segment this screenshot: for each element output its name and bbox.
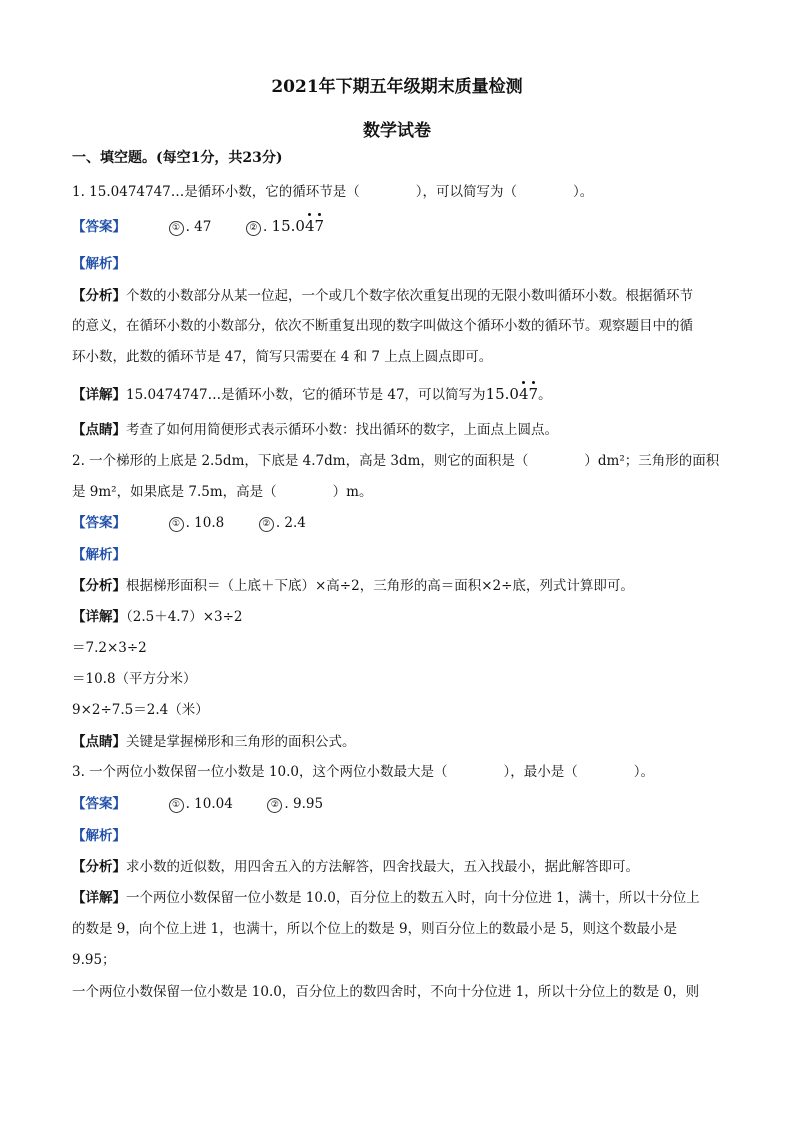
- analysis-label: 【解析】: [72, 547, 126, 563]
- detail-line: 【详解】一个两位小数保留一位小数是 10.0，百分位上的数五入时，向十分位进 1，满十，所以十分位上: [72, 890, 700, 906]
- fenxi-line: 【分析】求小数的近似数，用四舍五入的方法解答，四舍找最大，五入找最小，据此解答即可。: [72, 859, 639, 875]
- detail-line: 一个两位小数保留一位小数是 10.0，百分位上的数四舍时，不向十分位进 1，所以十分位上的数是 0，则: [72, 984, 700, 1000]
- answer-option-1: ① . 10.8: [169, 513, 225, 533]
- detail-line: 的数是 9，向个位上进 1，也满十，所以个位上的数是 9，则百分位上的数最小是 5，则这个数最小是: [72, 921, 678, 937]
- answer-row-2: [72, 513, 306, 533]
- repeating-decimal: 15.047: [485, 385, 539, 403]
- repeating-decimal: 15.047: [271, 217, 325, 235]
- answer-option-1: ① . 47: [169, 217, 212, 237]
- answer-option-2: ② . 2.4: [259, 513, 306, 533]
- detail-line: 9.95；: [72, 952, 116, 968]
- answer-option-1: ① . 10.04: [169, 794, 233, 814]
- question-2-cont: 是 9m²，如果底是 7.5m，高是（ ）m。: [72, 484, 373, 500]
- fenxi-line: 环小数，此数的循环节是 47，简写只需要在 4 和 7 上点上圆点即可。: [72, 349, 493, 365]
- fenxi-line: 【分析】个数的小数部分从某一位起，一个或几个数字依次重复出现的无限小数叫循环小数。根据循环节: [72, 288, 693, 304]
- detail-line: 【详解】（2.5＋4.7）×3÷2: [72, 609, 243, 625]
- answer-option-2: ② . 15.047: [246, 216, 324, 237]
- detail-line: 9×2÷7.5＝2.4（米）: [72, 702, 209, 718]
- question-2: 2. 一个梯形的上底是 2.5dm，下底是 4.7dm，高是 3dm，则它的面积是（ ）dm²；三角形的面积: [72, 453, 720, 469]
- answer-label: 【答案】: [72, 515, 126, 531]
- question-1: 1. 15.0474747…是循环小数，它的循环节是（ ），可以简写为（ ）。: [72, 184, 594, 200]
- analysis-label: 【解析】: [72, 256, 126, 272]
- document-title: 2021年下期五年级期末质量检测: [271, 77, 523, 97]
- answer-option-2: ② . 9.95: [267, 794, 323, 814]
- answer-label: 【答案】: [72, 796, 126, 812]
- analysis-label: 【解析】: [72, 828, 126, 844]
- fenxi-line: 【分析】根据梯形面积＝（上底＋下底）×高÷2，三角形的高＝面积×2÷底，列式计算即可。: [72, 578, 634, 594]
- dianjing-line: 【点睛】关键是掌握梯形和三角形的面积公式。: [72, 734, 356, 750]
- answer-label: 【答案】: [72, 219, 126, 235]
- detail-line: ＝10.8（平方分米）: [72, 671, 197, 687]
- section-heading: 一、填空题。(每空1分，共23分): [72, 150, 283, 166]
- document-subtitle: 数学试卷: [363, 121, 431, 141]
- fenxi-line: 的意义，在循环小数的小数部分，依次不断重复出现的数字叫做这个循环小数的循环节。观察题目中的循: [72, 318, 693, 334]
- question-3: 3. 一个两位小数保留一位小数是 10.0，这个两位小数最大是（ ），最小是（ ）。: [72, 764, 655, 780]
- detail-line: ＝7.2×3÷2: [72, 640, 147, 656]
- answer-row-3: [72, 794, 323, 814]
- detail-line: 【详解】15.0474747…是循环小数，它的循环节是 47，可以简写为15.047。: [72, 385, 552, 403]
- answer-row-1: [72, 216, 324, 237]
- dianjing-line: 【点睛】考查了如何用简便形式表示循环小数：找出循环的数字，上面点上圆点。: [72, 422, 558, 438]
